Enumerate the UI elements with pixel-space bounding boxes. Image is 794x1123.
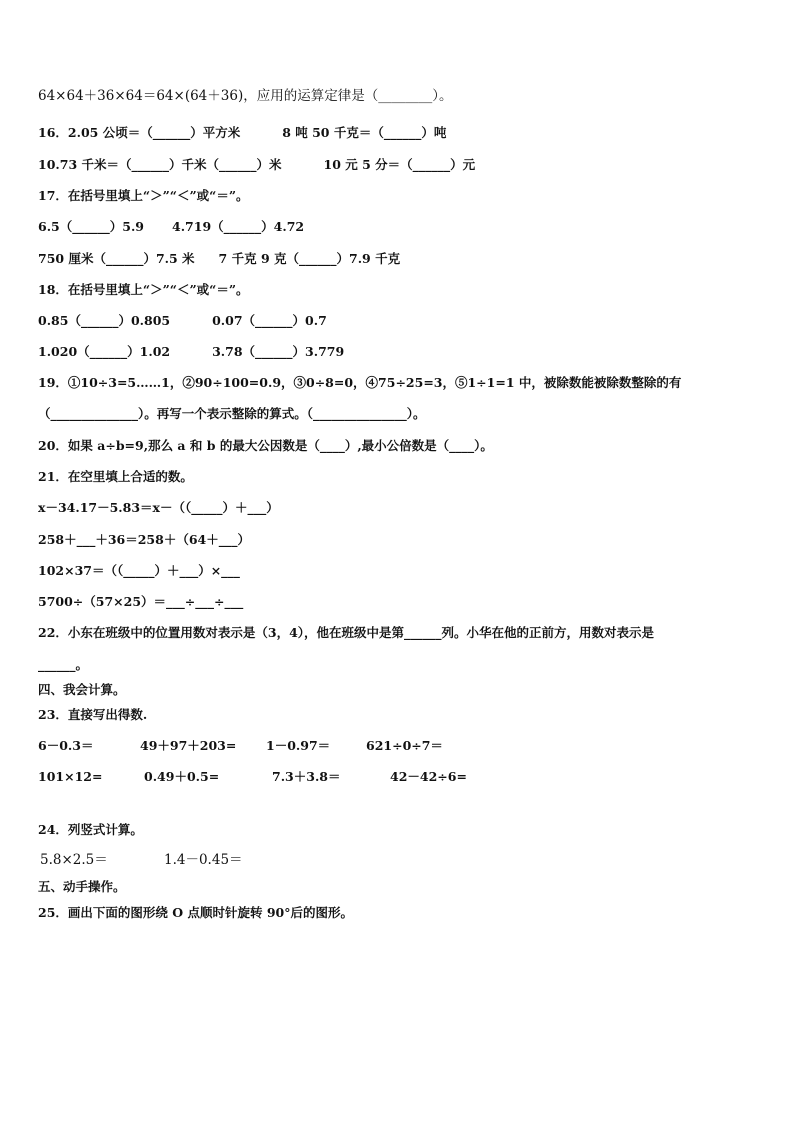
q23-item-2: 49＋97＋203= <box>140 738 237 753</box>
q19-line-1: 19．①10÷3=5……1，②90÷100=0.9，③0÷8=0，④75÷25=3，⑤1÷1=1 中，被除数能被除数整除的有 <box>38 375 682 390</box>
q16-item-2: 8 吨 50 千克＝（______）吨 <box>282 125 447 140</box>
q23-item-6: 0.49＋0.5= <box>144 769 220 784</box>
q23-item-4: 621÷0÷7＝ <box>366 738 443 753</box>
q23-item-8: 42－42÷6= <box>390 769 467 784</box>
q16-line-1 <box>38 125 764 141</box>
q17-line-2 <box>38 251 764 267</box>
q24-item-2: 1.4－0.45＝ <box>164 852 243 868</box>
q24-line <box>40 852 764 868</box>
q17-item-4: 7 千克 9 克（______）7.9 千克 <box>218 251 401 266</box>
q18-title: 18．在括号里填上“＞”“＜”或“＝”。 <box>38 282 249 297</box>
q21-line-4: 5700÷（57×25）＝___÷___÷___ <box>38 594 244 609</box>
q25-line: 25．画出下面的图形绕 O 点顺时针旋转 90°后的图形。 <box>38 905 353 920</box>
q16-item-3: 10.73 千米＝（______）千米（______）米 <box>38 157 282 172</box>
q17-item-1: 6.5（______）5.9 <box>38 219 144 234</box>
q23-item-5: 101×12= <box>38 769 103 784</box>
q17-line-1 <box>38 219 764 235</box>
q17-item-3: 750 厘米（______）7.5 米 <box>38 251 195 266</box>
q18-item-4: 3.78（______）3.779 <box>212 344 345 359</box>
q18-item-2: 0.07（______）0.7 <box>212 313 327 328</box>
q21-line-2: 258＋___＋36＝258＋（64＋___） <box>38 532 250 547</box>
q20-line: 20．如果 a÷b=9,那么 a 和 b 的最大公因数是（____）,最小公倍数是（____）。 <box>38 438 493 453</box>
q22-line-2: ______。 <box>38 657 89 672</box>
q17-title: 17．在括号里填上“＞”“＜”或“＝”。 <box>38 188 249 203</box>
q23-row-1 <box>38 738 764 754</box>
q24-title: 24．列竖式计算。 <box>38 822 143 837</box>
q21-title: 21．在空里填上合适的数。 <box>38 469 193 484</box>
q17-item-2: 4.719（______）4.72 <box>172 219 305 234</box>
q21-line-1: x－34.17－5.83＝x－（（_____）＋___） <box>38 500 279 515</box>
q18-item-1: 0.85（______）0.805 <box>38 313 171 328</box>
q23-item-3: 1－0.97＝ <box>266 738 331 753</box>
section-four-heading: 四、我会计算。 <box>38 682 126 697</box>
section-five-heading: 五、动手操作。 <box>38 879 126 894</box>
q19-line-2: （______________）。再写一个表示整除的算式。（_______________）。 <box>38 406 426 421</box>
q23-item-1: 6－0.3＝ <box>38 738 94 753</box>
q16-item-4: 10 元 5 分＝（______）元 <box>323 157 476 172</box>
q24-item-1: 5.8×2.5＝ <box>40 852 108 868</box>
q15-line: 64×64＋36×64＝64×(64＋36)，应用的运算定律是（________）。 <box>38 88 453 104</box>
q23-item-7: 7.3＋3.8＝ <box>272 769 341 784</box>
q18-line-2 <box>38 344 764 360</box>
q16-line-2 <box>38 157 764 173</box>
q22-line-1: 22．小东在班级中的位置用数对表示是（3，4），他在班级中是第______列。小华在他的正前方，用数对表示是 <box>38 625 655 640</box>
q23-title: 23．直接写出得数. <box>38 707 148 722</box>
q18-item-3: 1.020（______）1.02 <box>38 344 171 359</box>
q18-line-1 <box>38 313 764 329</box>
q23-row-2 <box>38 769 764 785</box>
q21-line-3: 102×37＝（（_____）＋___）×___ <box>38 563 240 578</box>
q16-item-1: 16．2.05 公顷＝（______）平方米 <box>38 125 241 140</box>
